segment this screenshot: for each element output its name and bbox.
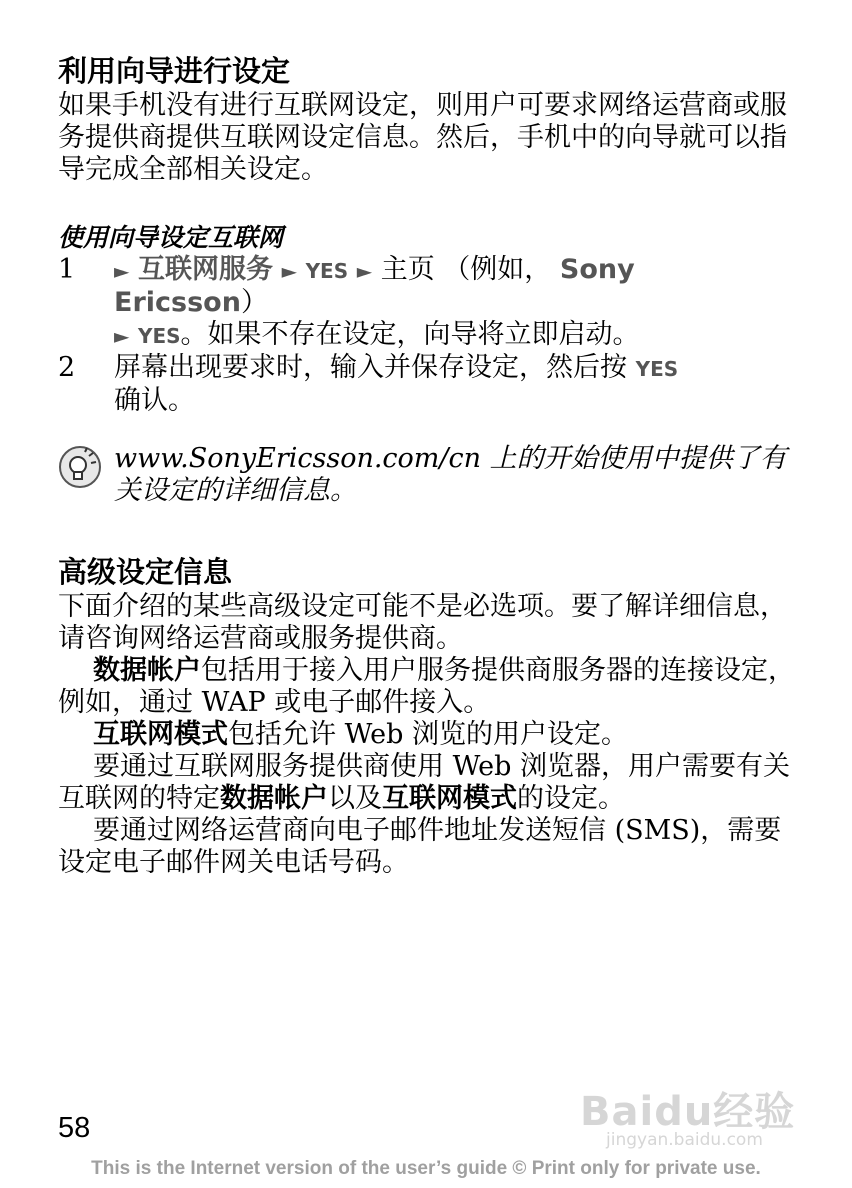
browser-text-before: 要通过互联网服务提供商使用 Web 浏览器，用户需要有关互联网的特定: [58, 751, 790, 814]
watermark: [580, 1058, 810, 1158]
advanced-email-gateway: 要通过网络运营商向电子邮件地址发送短信 (SMS)，需要设定电子邮件网关电话号码。: [58, 815, 782, 878]
yes-key: YES: [635, 357, 679, 381]
advanced-browser: [58, 751, 798, 815]
section-title-wizard: 利用向导进行设定: [58, 54, 291, 88]
term-internet-profile: 互联网模式: [93, 719, 228, 750]
tip-body: 上的开始使用中提供了有关设定的详细信息。: [114, 443, 787, 506]
section-title-advanced: 高级设定信息: [58, 555, 233, 589]
watermark-logo: Baidu经验: [580, 1089, 796, 1135]
step-2-before: 屏幕出现要求时，输入并保存设定，然后按: [114, 352, 627, 383]
page-number: 58: [58, 1112, 91, 1144]
arrow-icon: ►: [114, 259, 130, 283]
example-close: ）: [240, 287, 268, 318]
browser-text-after: 的设定。: [517, 783, 625, 814]
menu-item-internet-services: 互联网服务: [137, 254, 273, 285]
browser-text-mid: 以及: [328, 783, 382, 814]
internet-profile-text: 包括允许 Web 浏览的用户设定。: [228, 719, 628, 750]
main-page-label: 主页: [380, 254, 435, 285]
tip-box: [58, 443, 798, 507]
advanced-intro: 下面介绍的某些高级设定可能不是必选项。要了解详细信息，请咨询网络运营商或服务提供商。: [58, 591, 787, 654]
arrow-icon: ►: [281, 259, 297, 283]
advanced-data-accounts: [58, 655, 798, 719]
page-content: [58, 52, 798, 879]
advanced-internet-profile: [58, 719, 798, 751]
term-internet-profile: 互联网模式: [382, 783, 517, 814]
procedure-title: 使用向导设定互联网: [58, 223, 284, 252]
step-1-after: 。如果不存在设定，向导将立即启动。: [180, 319, 640, 350]
section-body-wizard: 如果手机没有进行互联网设定，则用户可要求网络运营商或服务提供商提供互联网设定信息。然后，手机中的向导就可以指导完成全部相关设定。: [58, 90, 787, 185]
footer-notice: This is the Internet version of the user’s guide © Print only for private use.: [91, 1158, 761, 1179]
step-number: 2: [58, 352, 76, 383]
step-1: [58, 254, 798, 352]
yes-key: YES: [305, 259, 349, 283]
step-text: [114, 254, 798, 352]
lightbulb-icon: [58, 445, 102, 489]
step-number: 1: [58, 254, 76, 285]
term-data-accounts: 数据帐户: [220, 783, 328, 814]
tip-url: www.SonyEricsson.com/cn: [114, 443, 482, 474]
tip-text: [114, 443, 798, 507]
arrow-icon: ►: [356, 259, 373, 283]
yes-key: YES: [137, 324, 181, 348]
term-data-accounts: 数据帐户: [93, 655, 201, 686]
watermark-url: jingyan.baidu.com: [606, 1130, 763, 1150]
data-accounts-text: 包括用于接入用户服务提供商服务器的连接设定，例如，通过 WAP 或电子邮件接入。: [58, 655, 795, 718]
step-2-after: 确认。: [114, 385, 195, 416]
step-text: [114, 352, 798, 417]
brand-label: Sony Ericsson: [114, 254, 635, 318]
step-2: [58, 352, 798, 417]
example-open: （例如，: [434, 254, 552, 285]
arrow-icon: ►: [114, 324, 130, 348]
